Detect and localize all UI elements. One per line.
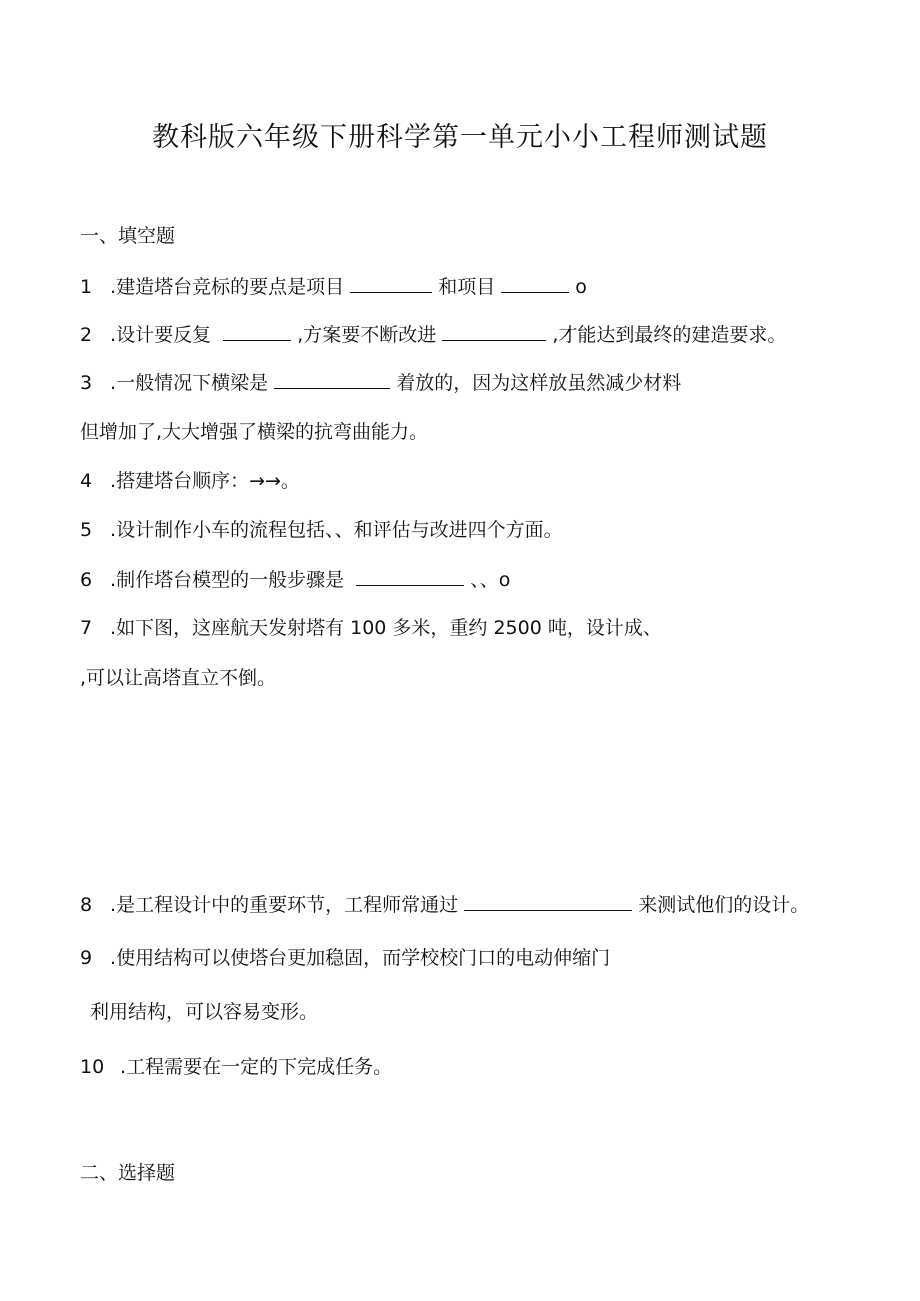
question-9-continued: 利用结构，可以容易变形。 — [90, 1001, 319, 1023]
question-number: 2 — [80, 324, 93, 346]
question-text: .一般情况下横梁是 — [110, 372, 269, 394]
page-title: 教科版六年级下册科学第一单元小小工程师测试题 — [152, 122, 768, 153]
answer-blank[interactable] — [274, 368, 390, 389]
question-text: .搭建塔台顺序：→→。 — [110, 470, 300, 492]
question-text: .制作塔台模型的一般步骤是 — [110, 569, 345, 591]
question-number: 5 — [80, 519, 93, 541]
question-text: ,才能达到最终的建造要求。 — [552, 324, 787, 346]
question-text: .使用结构可以使塔台更加稳固，而学校校门口的电动伸缩门 — [110, 947, 611, 969]
question-7 — [80, 614, 662, 642]
question-3-continued: 但增加了,大大增强了横梁的抗弯曲能力。 — [80, 421, 429, 443]
question-text: .工程需要在一定的下完成任务。 — [120, 1056, 393, 1078]
answer-blank[interactable] — [464, 890, 632, 911]
question-9 — [80, 944, 610, 972]
question-text: .是工程设计中的重要环节，工程师常通过 — [110, 894, 459, 916]
question-number: 3 — [80, 372, 93, 394]
question-6 — [80, 565, 510, 594]
answer-blank[interactable] — [501, 272, 569, 293]
question-text: .如下图，这座航天发射塔有 100 多米，重约 2500 吨，设计成、 — [110, 617, 662, 639]
answer-blank[interactable] — [223, 320, 291, 341]
question-number: 4 — [80, 470, 93, 492]
question-text: ,方案要不断改进 — [297, 324, 437, 346]
question-text: .设计要反复 — [110, 324, 212, 346]
answer-blank[interactable] — [356, 565, 464, 586]
answer-blank[interactable] — [350, 272, 432, 293]
question-text: 来测试他们的设计。 — [638, 894, 810, 916]
question-2 — [80, 320, 786, 349]
question-4 — [80, 467, 300, 495]
question-text: .建造塔台竞标的要点是项目 — [110, 276, 345, 298]
question-number: 9 — [80, 947, 93, 969]
question-5 — [80, 516, 563, 544]
question-8 — [80, 890, 809, 919]
question-number: 8 — [80, 894, 93, 916]
question-text: 着放的，因为这样放虽然减少材料 — [396, 372, 682, 394]
question-text: 、、o — [470, 569, 511, 591]
question-number: 10 — [80, 1056, 105, 1078]
section-heading-multiple-choice: 二、选择题 — [80, 1162, 176, 1184]
question-10 — [80, 1053, 392, 1081]
question-number: 7 — [80, 617, 93, 639]
question-text: 和项目 — [438, 276, 496, 298]
question-3 — [80, 368, 681, 397]
question-number: 1 — [80, 276, 93, 298]
section-heading-fill-in: 一、填空题 — [80, 225, 176, 247]
question-text: .设计制作小车的流程包括、、和评估与改进四个方面。 — [110, 519, 563, 541]
question-text: o — [575, 276, 587, 298]
question-7-continued: ,可以让高塔直立不倒。 — [80, 667, 277, 689]
question-number: 6 — [80, 569, 93, 591]
question-1 — [80, 272, 587, 301]
answer-blank[interactable] — [442, 320, 546, 341]
